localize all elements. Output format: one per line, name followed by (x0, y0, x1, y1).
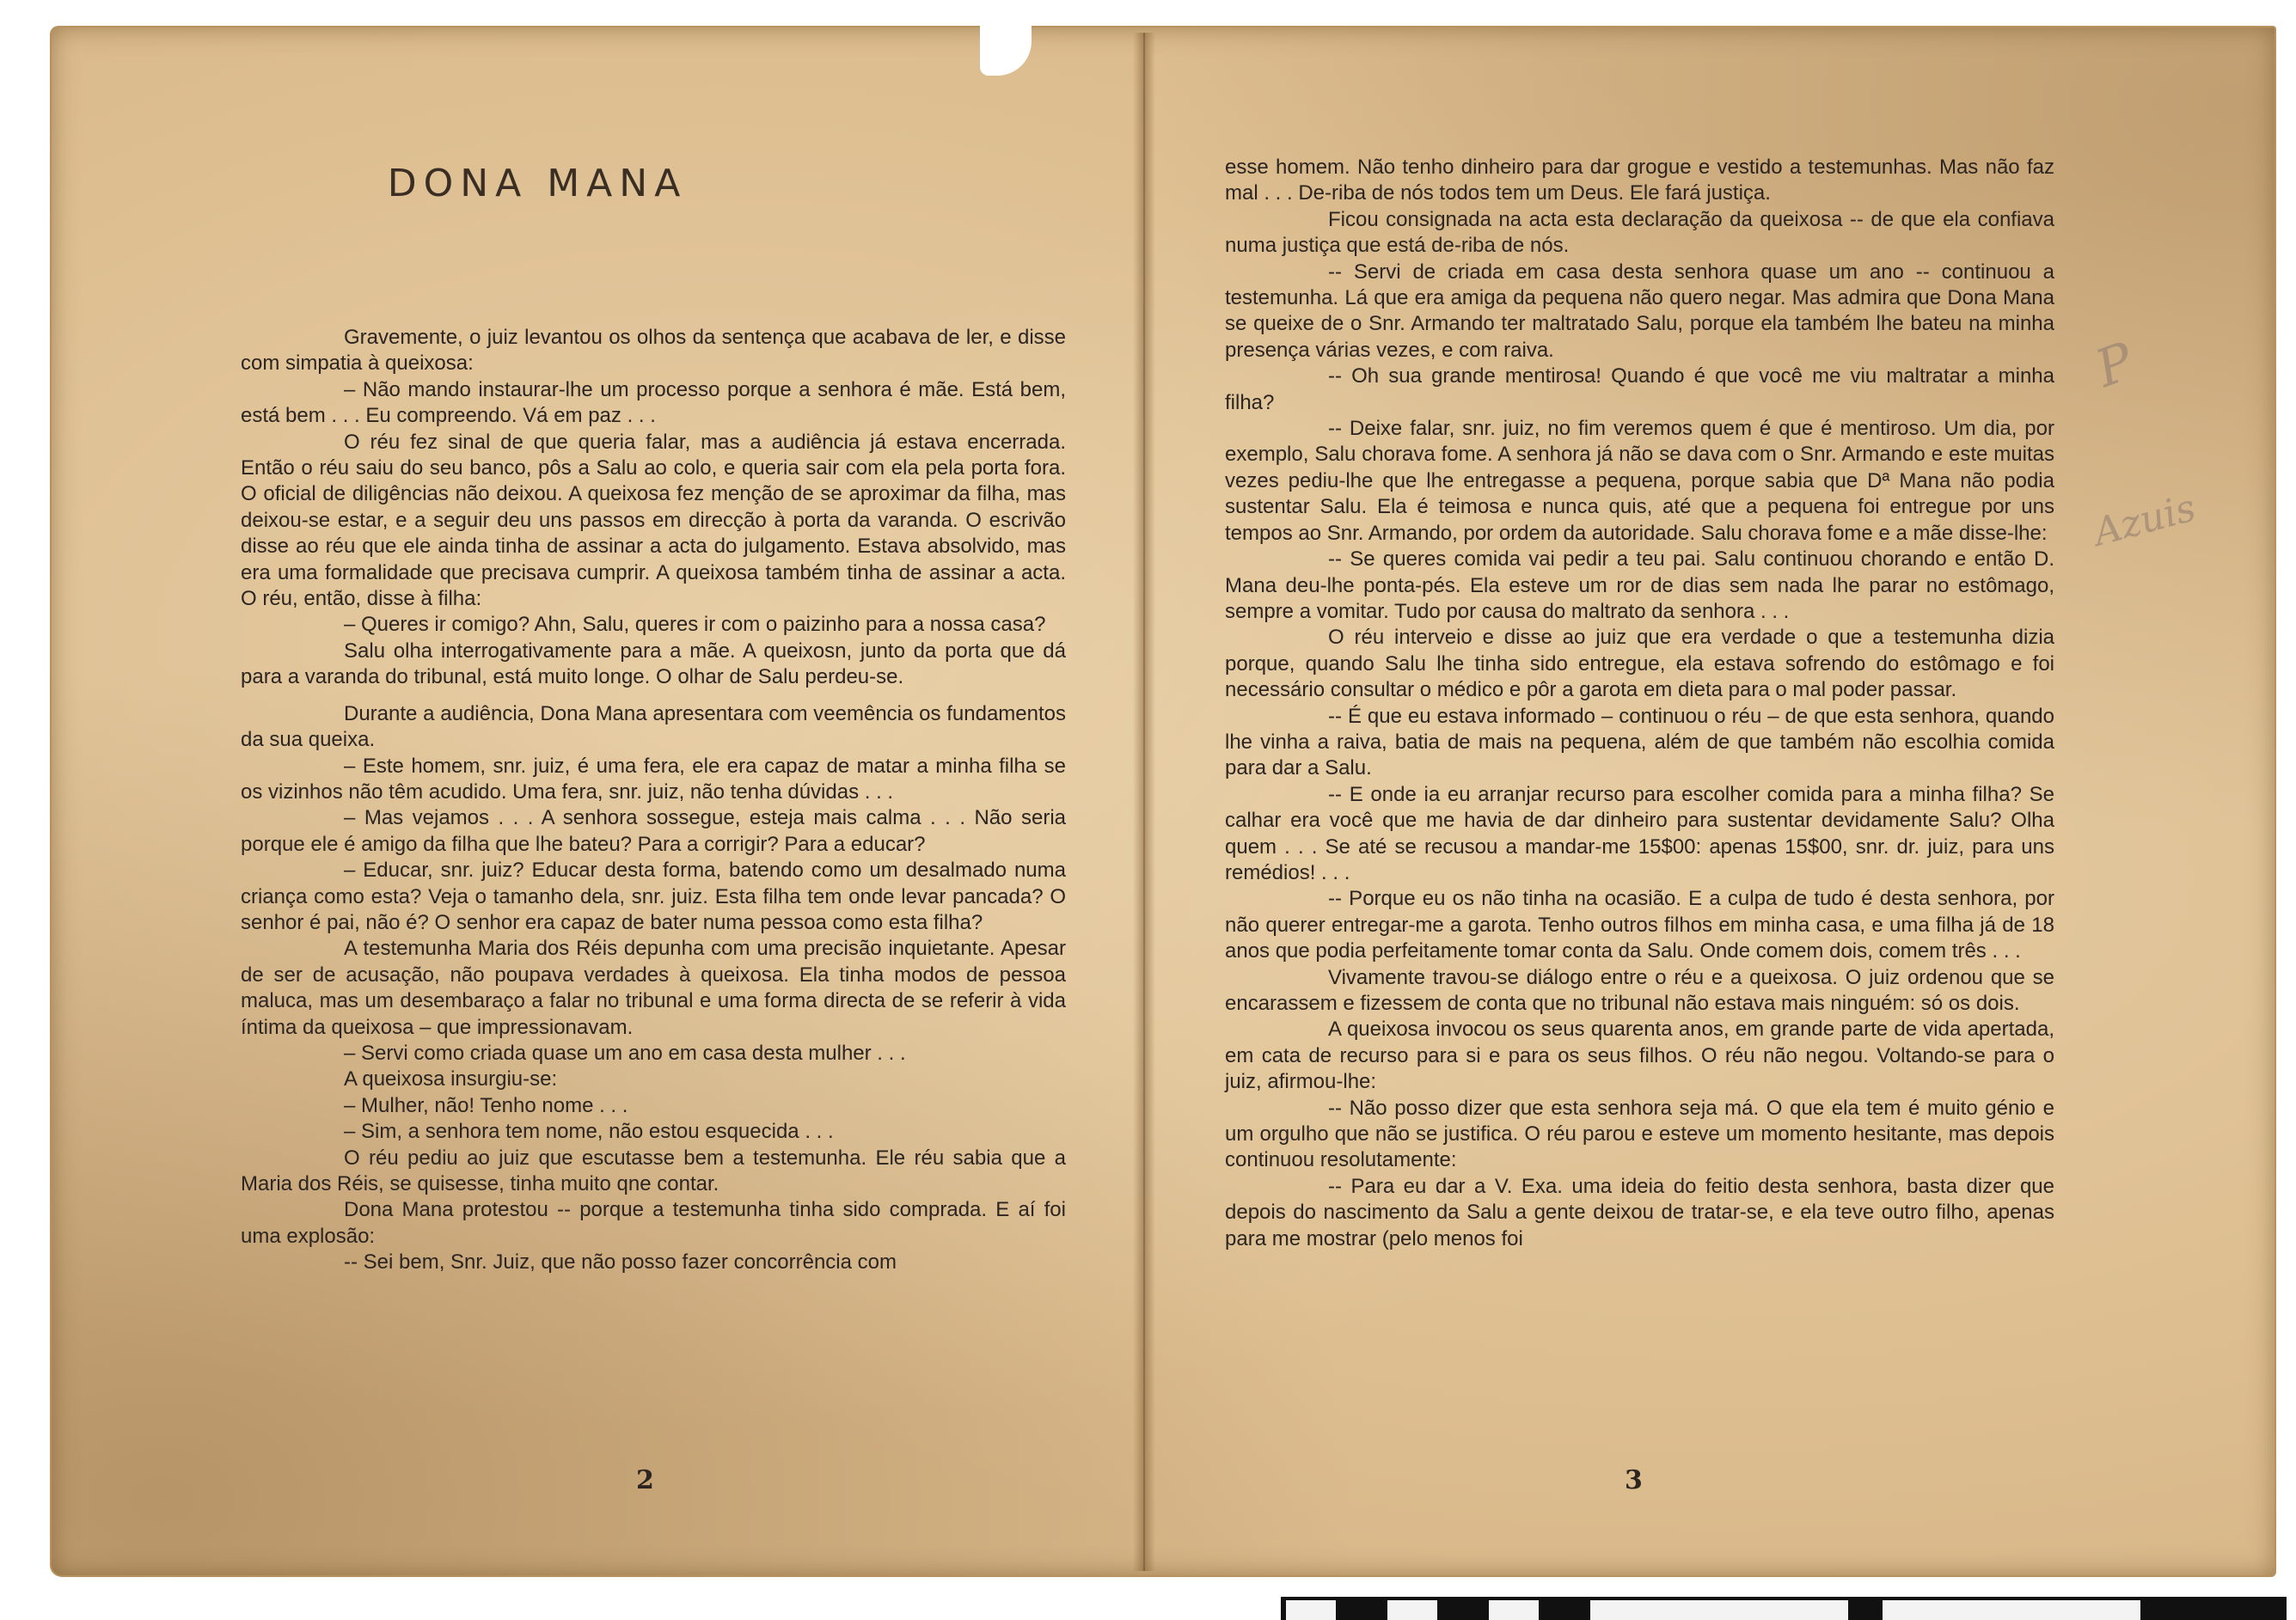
paragraph: O réu fez sinal de que queria falar, mas a audiência já estava encerrada. Então o réu saiu do seu banco, pôs a Salu ao colo, e queria sair com ela pela porta fora. O oficial de diligências não deixou. A queixosa fez menção de se aproximar da filha, mas deixou-se estar, e a seguir deu uns passos em direcção à porta da varanda. O escrivão disse ao réu que ele ainda tinha de assinar a acta do julgamento. Estava absolvido, mas era uma formalidade que precisava cumprir. A queixosa também tinha de assinar a acta. O réu, então, disse à filha: (241, 430, 1066, 611)
left-page-text (241, 325, 1066, 1276)
page-number-right: 3 (1625, 1465, 1643, 1495)
paragraph: Ficou consignada na acta esta declaração da queixosa -- de que ela confiava numa justiça que está de-riba de nós. (1225, 207, 2054, 258)
right-page (1225, 0, 2054, 1620)
paragraph: -- Sei bem, Snr. Juiz, que não posso fazer concorrência com (344, 1250, 897, 1275)
paragraph: -- E onde ia eu arranjar recurso para escolher comida para a minha filha? Se calhar era você que me havia de dar dinheiro para sustentar devidamente Salu? Olha quem . . . Se até se recusou a mandar-me 15$00: apenas 15$00, snr. dr. juiz, para uns remédios! . . . (1225, 782, 2054, 884)
paragraph: A queixosa invocou os seus quarenta anos, em grande parte de vida apertada, em cata de recurso para si e para os seus filhos. O réu não negou. Voltando-se para o juiz, afirmou-lhe: (1225, 1018, 2054, 1094)
paragraph: – Educar, snr. juiz? Educar desta forma, batendo como um desalmado numa criança como esta? Veja o tamanho dela, snr. juiz. Esta filha tem onde levar pancada? O senhor é pai, não é? O senhor era capaz de bater numa pessoa como esta filha? (241, 859, 1066, 934)
pencil-annotation: P (2088, 331, 2142, 400)
paragraph: Dona Mana protestou -- porque a testemunha tinha sido comprada. E aí foi uma explosão: (241, 1198, 1066, 1248)
paragraph: -- Oh sua grande mentirosa! Quando é que você me viu maltratar a minha filha? (1225, 364, 2054, 414)
paragraph: A testemunha Maria dos Réis depunha com uma precisão inquietante. Apesar de ser de acusação, não poupava verdades à queixosa. Ela tinha modos de pessoa maluca, mas um desembaraço a falar no tribunal e uma forma directa de se referir à vida íntima da queixosa – que impressionavam. (241, 937, 1066, 1039)
paragraph: O réu interveio e disse ao juiz que era verdade o que a testemunha dizia porque, quando Salu lhe tinha sido entregue, ela estava sofrendo do estômago e foi necessário consultar o médico e pôr a garota em dieta para o mal poder passar. (1225, 626, 2054, 702)
story-title: DONA MANA (387, 162, 688, 205)
paragraph: -- Não posso dizer que esta senhora seja má. O que ela tem é muito génio e um orgulho que não se justifica. O réu parou e esteve um momento hesitante, mas depois continuou resolutamente: (1225, 1096, 2054, 1172)
measurement-scale-bar (1281, 1597, 2287, 1620)
paragraph: – Queres ir comigo? Ahn, Salu, queres ir com o paizinho para a nossa casa? (344, 613, 1046, 637)
paragraph: O réu pediu ao juiz que escutasse bem a testemunha. Ele réu sabia que a Maria dos Réis, se quisesse, tinha muito qne contar. (241, 1146, 1066, 1195)
center-fold (1133, 33, 1155, 1571)
page-number-left: 2 (636, 1465, 654, 1495)
paragraph: – Sim, a senhora tem nome, não estou esquecida . . . (344, 1120, 834, 1144)
right-page-text (1225, 155, 2054, 1252)
paragraph: -- Se queres comida vai pedir a teu pai. Salu continuou chorando e então D. Mana deu-lhe ponta-pés. Ela esteve um ror de dias sem nada lhe parar no estômago, sempre a vomitar. Tudo por causa do maltrato da senhora . . . (1225, 547, 2054, 623)
paragraph: -- Servi de criada em casa desta senhora quase um ano -- continuou a testemunha. Lá que era amiga da pequena não quero negar. Mas admira que Dona Mana se queixe de o Snr. Armando ter maltratado Salu, porque ela também lhe bateu na minha presença várias vezes, e com raiva. (1225, 260, 2054, 362)
paragraph: – Não mando instaurar-lhe um processo porque a senhora é mãe. Está bem, está bem . . . Eu compreendo. Vá em paz . . . (241, 377, 1066, 428)
paragraph: – Este homem, snr. juiz, é uma fera, ele era capaz de matar a minha filha se os vizinhos não têm acudido. Uma fera, snr. juiz, não tenha dúvidas . . . (241, 754, 1066, 804)
paragraph: – Mulher, não! Tenho nome . . . (344, 1093, 628, 1117)
paragraph: esse homem. Não tenho dinheiro para dar grogue e vestido a testemunhas. Mas não faz mal . . . De-riba de nós todos tem um Deus. Ele fará justiça. (1225, 156, 2054, 205)
paragraph: -- Porque eu os não tinha na ocasião. E a culpa de tudo é desta senhora, por não querer entregar-me a garota. Tenho outros filhos em minha casa, e uma filha já de 18 anos que podia perfeitamente tomar conta da Salu. Onde comem dois, comem três . . . (1225, 887, 2054, 963)
paragraph: -- Deixe falar, snr. juiz, no fim veremos quem é que é mentiroso. Um dia, por exemplo, Salu chorava fome. A senhora já não se dava com o Snr. Armando e este muitas vezes pediu-lhe que lhe entregasse a pequena, porque sabia que Dª Mana não podia sustentar Salu. Ela é teimosa e nunca quis, até que a pequena foi entregue por uns tempos ao Snr. Armando, por ordem da autoridade. Salu chorava fome e a mãe disse-lhe: (1225, 417, 2054, 545)
paragraph: A queixosa insurgiu-se: (344, 1067, 558, 1091)
paragraph: Durante a audiência, Dona Mana apresentara com veemência os fundamentos da sua queixa. (241, 701, 1066, 752)
paragraph: – Servi como criada quase um ano em casa desta mulher . . . (344, 1041, 906, 1065)
paragraph: – Mas vejamos . . . A senhora sossegue, esteja mais calma . . . Não seria porque ele é amigo da filha que lhe bateu? Para a corrigir? Para a educar? (241, 806, 1066, 856)
paragraph: Gravemente, o juiz levantou os olhos da sentença que acabava de ler, e disse com simpatia à queixosa: (241, 326, 1066, 376)
left-page (241, 0, 1066, 1620)
pencil-annotation: Azuis (2089, 486, 2201, 555)
paragraph: Vivamente travou-se diálogo entre o réu e a queixosa. O juiz ordenou que se encarassem e fizessem de conta que no tribunal não estava mais ninguém: só os dois. (1225, 965, 2054, 1015)
paragraph: -- É que eu estava informado – continuou o réu – de que esta senhora, quando lhe vinha a raiva, batia de mais na pequena, além de que também não escolhia comida para dar a Salu. (1225, 704, 2054, 780)
paragraph: Salu olha interrogativamente para a mãe. A queixosn, junto da porta que dá para a varanda do tribunal, está muito longe. O olhar de Salu perdeu-se. (241, 639, 1066, 689)
paragraph: -- Para eu dar a V. Exa. uma ideia do feitio desta senhora, basta dizer que depois do nascimento da Salu a gente deixou de tratar-se, e ela teve outro filho, apenas para me mostrar (pelo menos foi (1225, 1174, 2054, 1250)
